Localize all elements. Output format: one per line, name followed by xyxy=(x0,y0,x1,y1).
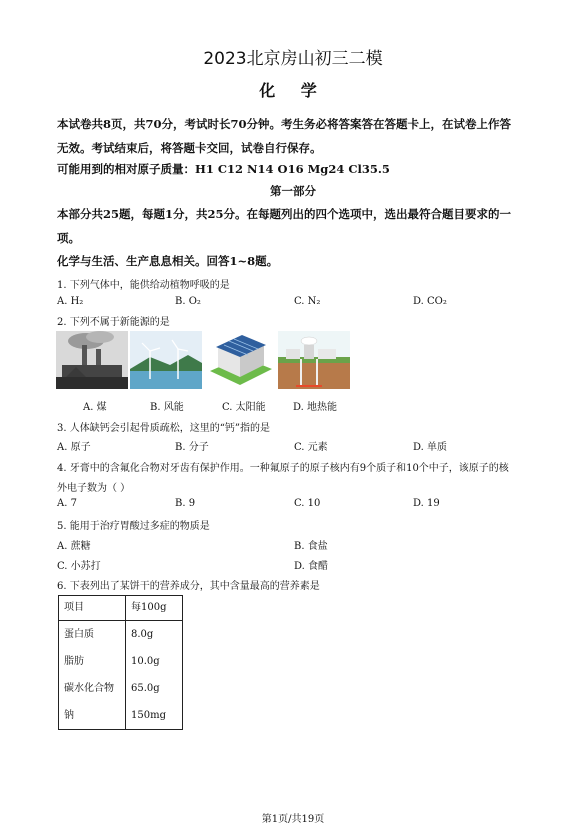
q1-option-b: B. O₂ xyxy=(175,296,201,307)
table-cell: 8.0g xyxy=(131,629,154,640)
subject-title: 化 学 xyxy=(259,81,327,100)
q5-option-c: C. 小苏打 xyxy=(57,561,101,572)
exam-title: 2023北京房山初三二模 xyxy=(203,49,383,69)
q5-option-d: D. 食醋 xyxy=(294,561,329,572)
table-cell: 蛋白质 xyxy=(64,629,94,640)
nutrition-table xyxy=(58,595,183,730)
part-description-1: 本部分共25题，每题1分，共25分。在每题列出的四个选项中，选出最符合题目要求的一 xyxy=(57,207,512,221)
q5-option-a: A. 蔗糖 xyxy=(57,541,91,552)
q1-option-a: A. H₂ xyxy=(57,296,84,307)
q3-option-a: A. 原子 xyxy=(57,442,91,453)
table-cell: 钠 xyxy=(64,710,74,721)
question-3-stem: 3. 人体缺钙会引起骨质疏松，这里的“钙”指的是 xyxy=(57,423,270,434)
coal-plant-image xyxy=(56,331,128,389)
q4-option-a: A. 7 xyxy=(57,498,77,509)
question-4-stem-cont: 外电子数为（ ） xyxy=(57,483,131,494)
q1-option-c: C. N₂ xyxy=(294,296,321,307)
part-description-2: 项。 xyxy=(57,231,80,245)
wind-turbine-image xyxy=(130,331,202,389)
table-header-row xyxy=(59,596,183,621)
q3-option-c: C. 元素 xyxy=(294,442,328,453)
q2-option-a: A. 煤 xyxy=(83,402,107,413)
instruction-line-1: 本试卷共8页，共70分，考试时长70分钟。考生务必将答案答在答题卡上，在试卷上作答 xyxy=(57,117,512,131)
question-4-stem: 4. 牙膏中的含氟化合物对牙齿有保护作用。一种氟原子的原子核内有9个质子和10个中子，该原子的核 xyxy=(57,463,509,474)
q3-option-b: B. 分子 xyxy=(175,442,209,453)
q2-option-c: C. 太阳能 xyxy=(222,402,266,413)
instruction-line-2: 无效。考试结束后，将答题卡交回，试卷自行保存。 xyxy=(57,141,322,155)
solar-panel-image xyxy=(204,331,276,389)
q1-option-d: D. CO₂ xyxy=(413,296,447,307)
geothermal-image xyxy=(278,331,350,389)
q5-option-b: B. 食盐 xyxy=(294,541,328,552)
question-2-stem: 2. 下列不属于新能源的是 xyxy=(57,317,170,328)
table-header-item: 项目 xyxy=(64,602,84,613)
table-header-per100g: 每100g xyxy=(131,602,167,613)
q2-option-b: B. 风能 xyxy=(150,402,184,413)
table-cell: 10.0g xyxy=(131,656,160,667)
question-5-stem: 5. 能用于治疗胃酸过多症的物质是 xyxy=(57,521,210,532)
q3-option-d: D. 单质 xyxy=(413,442,448,453)
table-cell: 碳水化合物 xyxy=(64,683,114,694)
table-cell: 150mg xyxy=(131,710,166,721)
q4-option-c: C. 10 xyxy=(294,498,321,509)
section-intro: 化学与生活、生产息息相关。回答1~8题。 xyxy=(57,254,279,268)
atomic-mass-line: 可能用到的相对原子质量：H1 C12 N14 O16 Mg24 Cl35.5 xyxy=(57,162,390,176)
q2-option-d: D. 地热能 xyxy=(293,402,338,413)
q4-option-d: D. 19 xyxy=(413,498,440,509)
part-heading: 第一部分 xyxy=(270,184,316,198)
q4-option-b: B. 9 xyxy=(175,498,196,509)
table-body-row xyxy=(59,621,183,730)
page-footer: 第1页/共19页 xyxy=(261,814,325,825)
question-6-stem: 6. 下表列出了某饼干的营养成分，其中含量最高的营养素是 xyxy=(57,581,320,592)
table-cell: 脂肪 xyxy=(64,656,84,667)
table-cell: 65.0g xyxy=(131,683,160,694)
question-1-stem: 1. 下列气体中，能供给动植物呼吸的是 xyxy=(57,280,230,291)
